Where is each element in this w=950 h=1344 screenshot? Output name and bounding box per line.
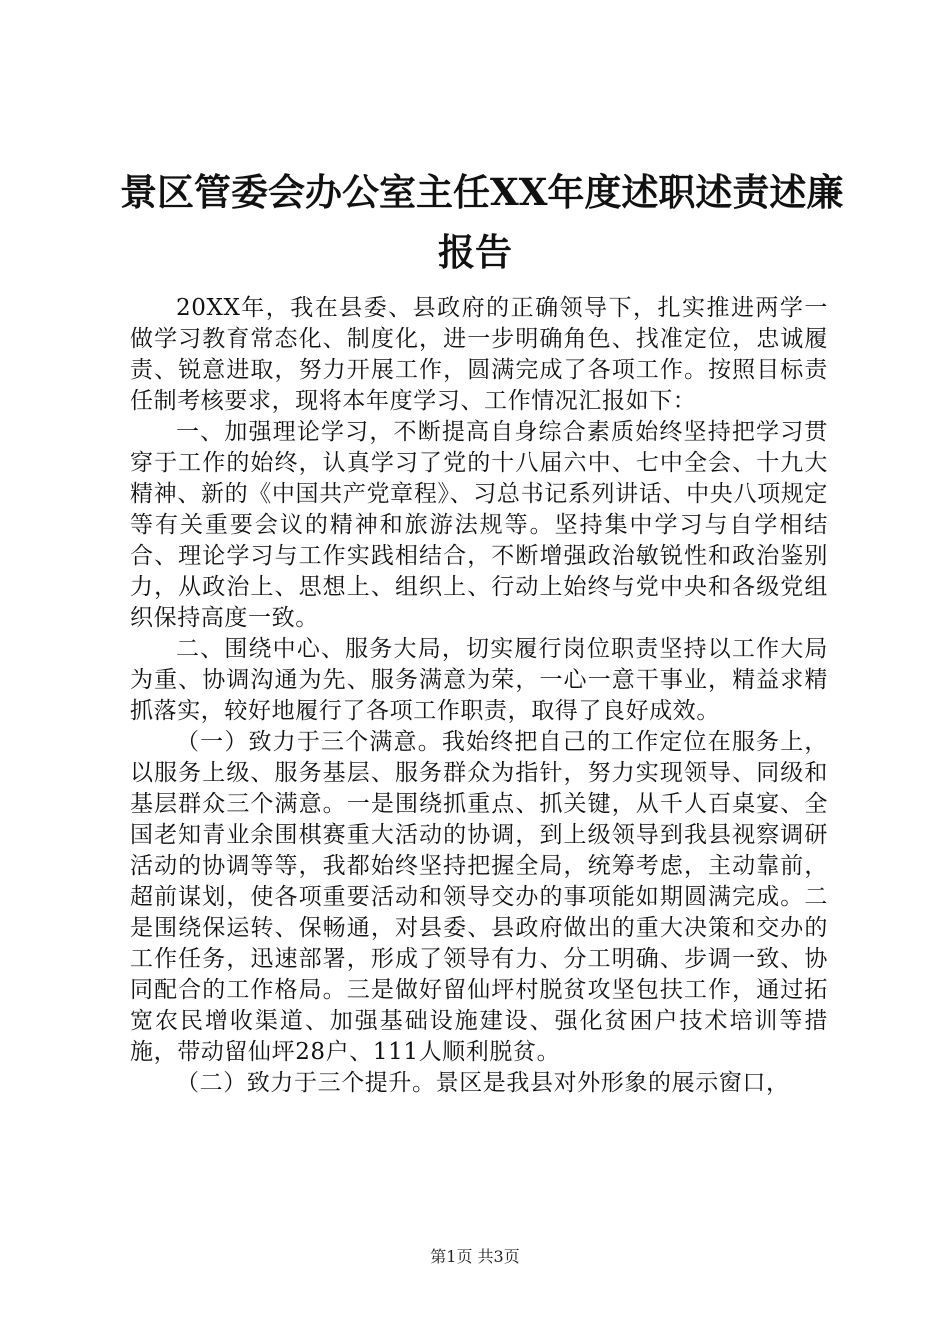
paragraph-subsection-1: （一）致力于三个满意。我始终把自己的工作定位在服务上，以服务上级、服务基层、服务群众为指针，努力实现领导、同级和基层群众三个满意。一是围绕抓重点、抓关键，从千人百桌宴、全国老知青业余围棋赛重大活动的协调，到上级领导到我县视察调研活动的协调等等，我都始终坚持把握全局，统筹考虑，主动靠前，超前谋划，使各项重要活动和领导交办的事项能如期圆满完成。二是围绕保运转、保畅通，对县委、县政府做出的重大决策和交办的工作任务，迅速部署，形成了领导有力、分工明确、步调一致、协同配合的工作格局。三是做好留仙坪村脱贫攻坚包扶工作，通过拓宽农民增收渠道、加强基础设施建设、强化贫困户技术培训等措施，带动留仙坪28户、111人顺利脱贫。 [130,729,828,1065]
paragraph-section-2: 二、围绕中心、服务大局，切实履行岗位职责坚持以工作大局为重、协调沟通为先、服务满意为荣，一心一意干事业，精益求精抓落实，较好地履行了各项工作职责，取得了良好成效。 [130,636,828,724]
document-body [130,293,828,1099]
paragraph-subsection-2: （二）致力于三个提升。景区是我县对外形象的展示窗口， [176,1070,790,1096]
document-title-line-2: 报告 [438,230,512,274]
paragraph-section-1: 一、加强理论学习，不断提高自身综合素质始终坚持把学习贯穿于工作的始终，认真学习了党的十八届六中、七中全会、十九大精神、新的《中国共产党章程》、习总书记系列讲话、中央八项规定等有关重要会议的精神和旅游法规等。坚持集中学习与自学相结合、理论学习与工作实践相结合，不断增强政治敏锐性和政治鉴别力，从政治上、思想上、组织上、行动上始终与党中央和各级党组织保持高度一致。 [130,419,828,631]
document-title-line-1: 景区管委会办公室主任XX年度述职述责述廉 [120,170,844,214]
paragraph-intro: 20XX年，我在县委、县政府的正确领导下，扎实推进两学一做学习教育常态化、制度化，进一步明确角色、找准定位，忠诚履责、锐意进取，努力开展工作，圆满完成了各项工作。按照目标责任制考核要求，现将本年度学习、工作情况汇报如下： [130,295,828,414]
page-footer: 第1页 共3页 [430,1247,520,1266]
